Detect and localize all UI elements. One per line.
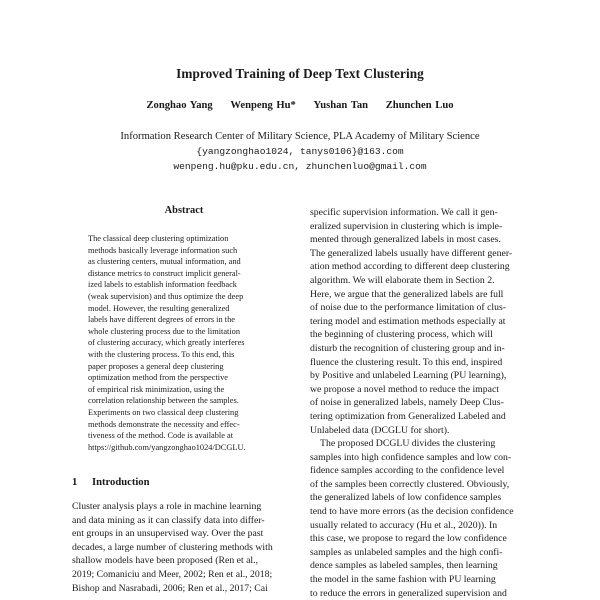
paper-title: Improved Training of Deep Text Clustering — [176, 66, 424, 81]
abstract-line: methods basically leverage information such — [88, 245, 238, 255]
abstract-line: correlation relationship between the samples. — [88, 396, 239, 406]
abstract-line: paper proposes a general deep clustering — [88, 361, 224, 371]
abstract-line: labels have different degrees of errors in the — [88, 315, 235, 325]
body-line: algorithm. We will elaborate them in Section 2. — [310, 274, 495, 286]
body-line: dence samples as labeled samples, then learning — [310, 560, 498, 572]
body-line: tend to have more errors (as the decision confidence — [310, 506, 514, 518]
body-line: usually related to accuracy (Hu et al., 2020)). In — [310, 519, 498, 531]
body-line: shallow models have been proposed (Ren et al., — [72, 555, 259, 567]
abstract-line: distance metrics to construct implicit general- — [88, 268, 241, 278]
abstract-line: tiveness of the method. Code is available at — [88, 431, 234, 441]
introduction-body — [72, 500, 294, 595]
body-line: mented through generalized labels in most cases. — [310, 234, 501, 246]
body-line: samples into high confidence samples and low con- — [310, 451, 512, 463]
body-line: ation method according to different deep clustering — [310, 261, 510, 273]
abstract-line: as clustering centers, mutual information, and — [88, 257, 241, 267]
abstract-line: whole clustering process due to the limitation — [88, 326, 241, 336]
abstract-line: The classical deep clustering optimization — [88, 234, 229, 243]
author-name: Yushan Tan — [313, 100, 369, 111]
body-line: tering model and estimation methods especially at — [310, 315, 506, 327]
section-number: 1 — [72, 477, 78, 488]
body-line: the model in the same fashion with PU learning — [310, 574, 496, 586]
abstract-line: of empirical risk minimization, using the — [88, 384, 225, 394]
body-line: ent groups in an unsupervised way. Over the past — [72, 528, 264, 540]
paragraph — [310, 437, 532, 600]
body-line: Unlabeled data (DCGLU for short). — [310, 424, 450, 436]
body-line: we propose a novel method to reduce the impact — [310, 383, 499, 395]
body-line: to reduce the errors in generalized supervision and — [310, 587, 507, 599]
body-line: disturb the recognition of clustering group and in- — [310, 342, 505, 354]
body-line: the beginning of clustering process, which will — [310, 329, 493, 341]
body-line: the generalized labels of low confidence samples — [310, 492, 502, 504]
body-line: The generalized labels usually have different gener- — [310, 247, 513, 259]
abstract-line: of clustering accuracy, which greatly interferes — [88, 338, 245, 348]
body-line: eralized supervision in clustering which is imple- — [310, 220, 503, 232]
body-line: tering optimization from Generalized Labeled and — [310, 410, 506, 422]
body-line: samples as unlabeled samples and the high confi- — [310, 546, 503, 558]
body-line: of noise in generalized labels, namely Deep Clus- — [310, 397, 504, 409]
body-line: fidence samples according to the confidence level — [310, 465, 505, 477]
abstract-line: (weak supervision) and thus optimize the deep — [88, 291, 244, 301]
body-line: of noise due to the performance limitation of clus- — [310, 302, 507, 314]
body-line: and data mining as it can classify data into differ- — [72, 514, 265, 526]
affiliation-block — [0, 129, 600, 174]
body-line: fluence the clustering result. To this end, inspired — [310, 356, 503, 368]
section-heading — [72, 477, 272, 488]
abstract-line: https://github.com/yangzonghao1024/DCGLU. — [88, 442, 246, 452]
abstract-line: model. However, the resulting generalized — [88, 303, 230, 313]
paragraph — [310, 206, 532, 437]
abstract-line: optimization method from the perspective — [88, 373, 228, 383]
body-line: Here, we argue that the generalized labels are full — [310, 288, 504, 300]
author-name: Wenpeng Hu* — [230, 100, 296, 111]
affiliation: Information Research Center of Military Science, PLA Academy of Military Science — [120, 131, 480, 142]
body-line: by Positive and unlabeled Learning (PU learning), — [310, 370, 507, 382]
abstract-line: ized labels to establish information feedback — [88, 280, 237, 290]
abstract-line: with the clustering process. To this end, this — [88, 349, 235, 359]
section-title: Introduction — [92, 477, 150, 488]
email-line: {yangzonghao1024, tanys0106}@163.com — [196, 146, 404, 157]
email-line: wenpeng.hu@pku.edu.cn, zhunchenluo@gmail.com — [173, 161, 427, 172]
body-line: 2019; Comaniciu and Meer, 2002; Ren et al., 2018; — [72, 568, 273, 580]
body-line: of the samples been correctly clustered. Obviously, — [310, 478, 510, 490]
body-line: specific supervision information. We call it gen- — [310, 207, 498, 218]
author-name: Zonghao Yang — [146, 100, 213, 111]
abstract-heading: Abstract — [164, 205, 204, 216]
abstract-body — [88, 233, 279, 453]
body-line: The proposed DCGLU divides the clustering — [320, 438, 496, 450]
abstract-line: methods demonstrate the necessity and effec- — [88, 419, 240, 429]
abstract-line: Experiments on two classical deep clustering — [88, 407, 239, 417]
author-name: Zhunchen Luo — [385, 100, 454, 111]
body-line: decades, a large number of clustering methods with — [72, 541, 273, 553]
right-column — [310, 206, 532, 600]
author-list — [0, 100, 600, 111]
body-line: this case, we propose to regard the low confidence — [310, 533, 507, 545]
body-line: Cluster analysis plays a role in machine learning — [72, 501, 262, 512]
body-line: Bishop and Nasrabadi, 2006; Ren et al., 2017; Cai — [72, 582, 268, 594]
